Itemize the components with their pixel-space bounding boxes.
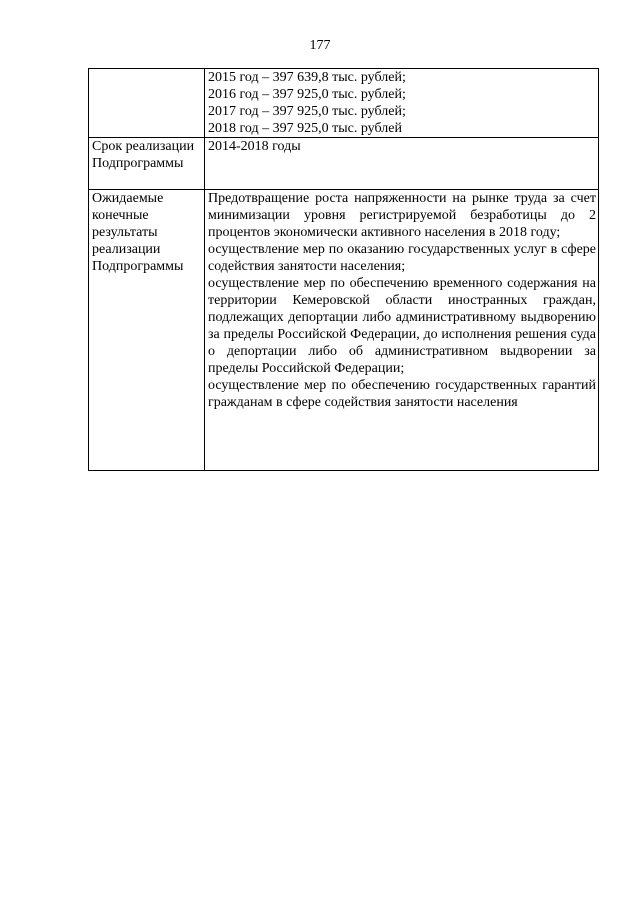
funding-value-cell <box>205 69 599 138</box>
result-item-state-guarantees: осуществление мер по обеспечению государственных гарантий гражданам в сфере содействия занятости населения <box>208 378 596 410</box>
result-item-public-services: осуществление мер по оказанию государственных услуг в сфере содействия занятости населения; <box>208 242 596 274</box>
results-row <box>89 190 599 471</box>
result-item-unemployment: Предотвращение роста напряженности на рынке труда за счет минимизации уровня регистрируемой безработицы до 2 процентов экономически активного населения в 2018 году; <box>208 191 596 240</box>
page-number: 177 <box>309 38 331 53</box>
funding-line-2016: 2016 год – 397 925,0 тыс. рублей; <box>208 87 406 102</box>
subprogram-passport-table <box>88 68 599 471</box>
result-item-foreign-citizens: осуществление мер по обеспечению временного содержания на территории Кемеровской области иностранных граждан, подлежащих депортации либо административному выдворению за пределы Российской Федерации, до исполнения решения суда о депортации либо об административном выдворении за пределы Российской Федерации; <box>208 276 596 376</box>
results-value-cell <box>205 190 599 471</box>
funding-line-2017: 2017 год – 397 925,0 тыс. рублей; <box>208 104 406 119</box>
term-label-cell: Срок реализации Подпрограммы <box>89 138 205 190</box>
term-value-cell: 2014-2018 годы <box>205 138 599 190</box>
funding-row <box>89 69 599 138</box>
term-row <box>89 138 599 190</box>
results-label-cell: Ожидаемые конечные результаты реализации Подпрограммы <box>89 190 205 471</box>
funding-line-2018: 2018 год – 397 925,0 тыс. рублей <box>208 121 402 136</box>
funding-line-2015: 2015 год – 397 639,8 тыс. рублей; <box>208 70 406 85</box>
funding-label-cell <box>89 69 205 138</box>
